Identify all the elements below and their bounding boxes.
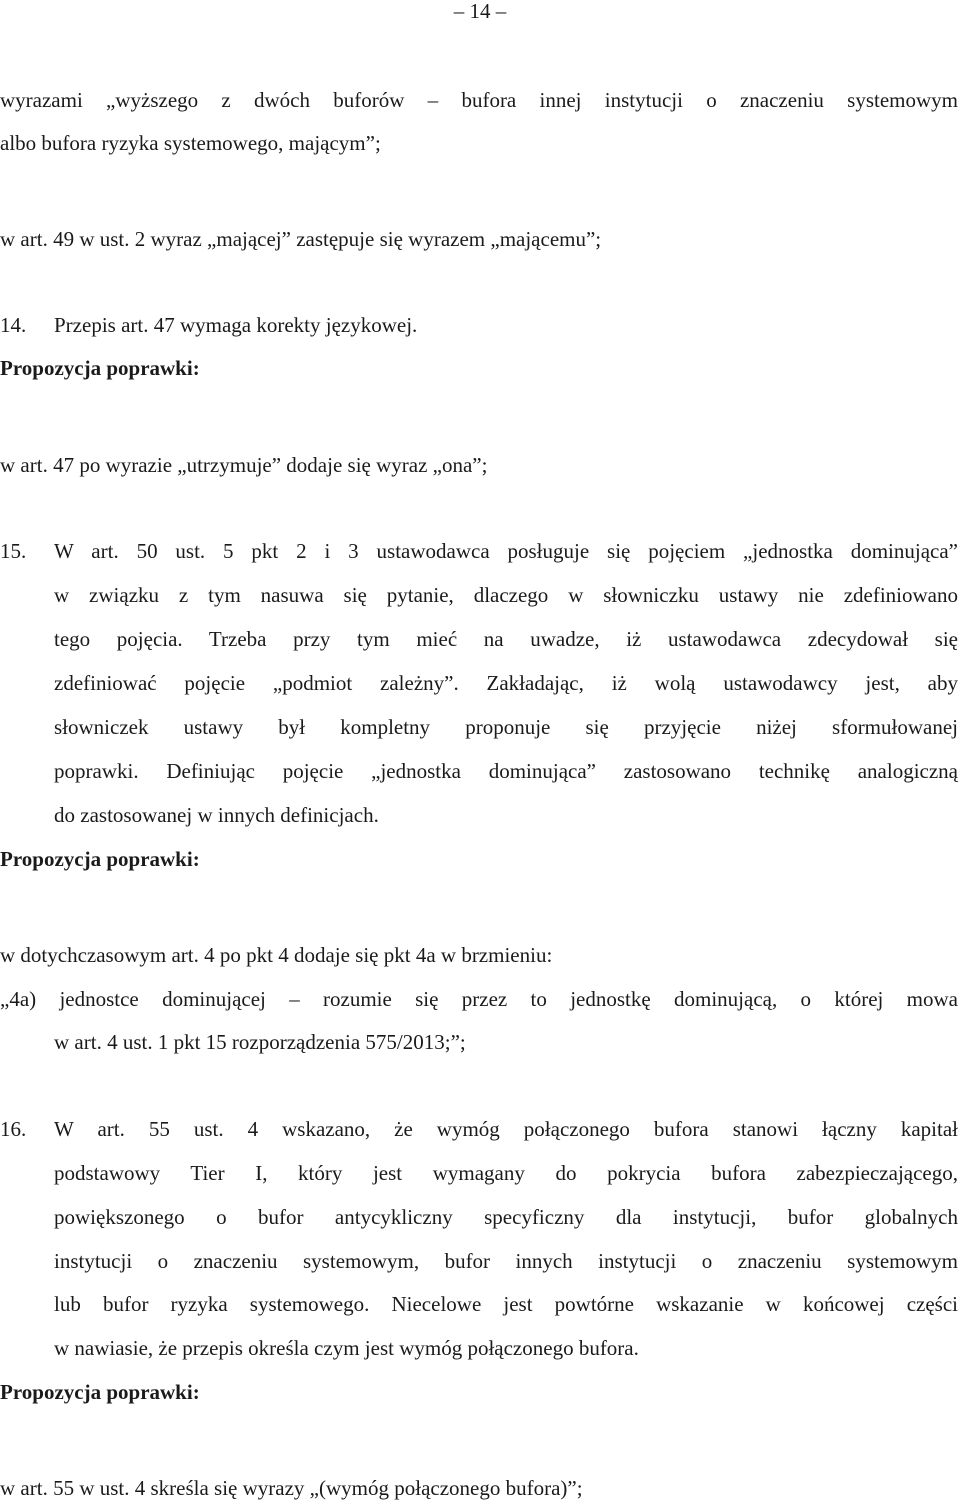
text-line: powiększonego o bufor antycykliczny specyficzny dla instytucji, bufor globalnych xyxy=(54,1205,958,1229)
text-line: instytucji o znaczeniu systemowym, bufor innych instytucji o znaczeniu systemowym xyxy=(54,1249,958,1273)
text-line: albo bufora ryzyka systemowego, mającym”; xyxy=(0,131,381,155)
text-line: w art. 47 po wyrazie „utrzymuje” dodaje się wyraz „ona”; xyxy=(0,453,488,477)
text-line: wyrazami „wyższego z dwóch buforów – bufora innej instytucji o znaczeniu systemowym xyxy=(0,88,958,112)
text-line: tego pojęcia. Trzeba przy tym mieć na uwadze, iż ustawodawca zdecydował się xyxy=(54,627,958,651)
page-number: – 14 – xyxy=(453,0,507,23)
text-line: W art. 55 ust. 4 wskazano, że wymóg połączonego bufora stanowi łączny kapitał xyxy=(54,1117,958,1141)
proposal-heading: Propozycja poprawki: xyxy=(0,356,200,380)
text-line: w art. 49 w ust. 2 wyraz „mającej” zastępuje się wyrazem „mającemu”; xyxy=(0,227,602,251)
text-line: w dotychczasowym art. 4 po pkt 4 dodaje się pkt 4a w brzmieniu: xyxy=(0,943,553,967)
item-number: 14. xyxy=(0,313,27,337)
text-line: w nawiasie, że przepis określa czym jest wymóg połączonego bufora. xyxy=(54,1336,639,1360)
item-text: Przepis art. 47 wymaga korekty językowej. xyxy=(54,313,418,337)
proposal-heading: Propozycja poprawki: xyxy=(0,1380,200,1404)
text-line: w art. 55 w ust. 4 skreśla się wyrazy „(wymóg połączonego bufora)”; xyxy=(0,1476,583,1500)
text-line: podstawowy Tier I, który jest wymagany do pokrycia bufora zabezpieczającego, xyxy=(54,1161,958,1185)
text-line: w art. 4 ust. 1 pkt 15 rozporządzenia 575/2013;”; xyxy=(54,1030,466,1054)
text-line: zdefiniować pojęcie „podmiot zależny”. Zakładając, iż wolą ustawodawcy jest, aby xyxy=(54,671,958,695)
text-line: poprawki. Definiując pojęcie „jednostka dominująca” zastosowano technikę analogiczną xyxy=(54,759,958,783)
text-line: w związku z tym nasuwa się pytanie, dlaczego w słowniczku ustawy nie zdefiniowano xyxy=(54,583,958,607)
text-line: słowniczek ustawy był kompletny proponuje się przyjęcie niżej sformułowanej xyxy=(54,715,958,739)
text-line: „4a) jednostce dominującej – rozumie się przez to jednostkę dominującą, o której mowa xyxy=(0,987,958,1011)
proposal-heading: Propozycja poprawki: xyxy=(0,847,200,871)
text-line: do zastosowanej w innych definicjach. xyxy=(54,803,379,827)
text-line: lub bufor ryzyka systemowego. Niecelowe jest powtórne wskazanie w końcowej części xyxy=(54,1292,958,1316)
item-number: 16. xyxy=(0,1117,27,1141)
item-number: 15. xyxy=(0,539,27,563)
list-item-14 xyxy=(0,311,417,339)
text-line: W art. 50 ust. 5 pkt 2 i 3 ustawodawca posługuje się pojęciem „jednostka dominująca” xyxy=(54,539,958,563)
